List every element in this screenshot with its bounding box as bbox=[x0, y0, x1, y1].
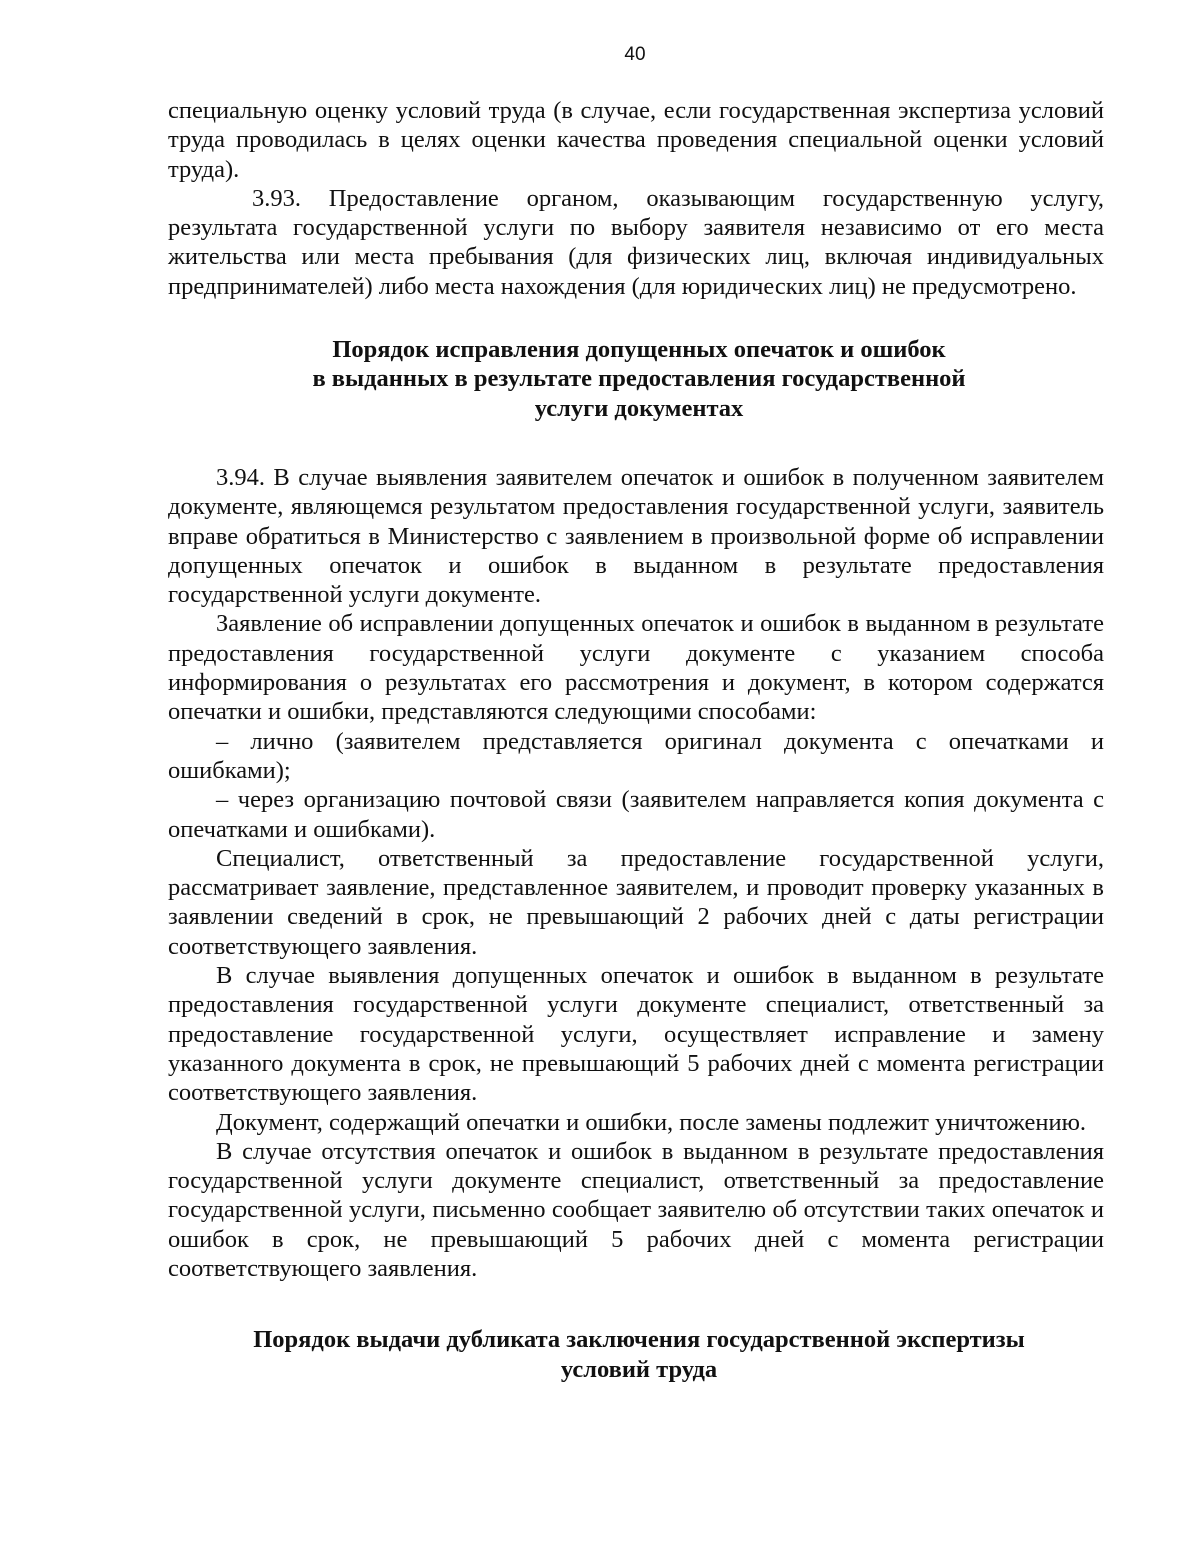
section-heading-corrections bbox=[168, 335, 1104, 423]
paragraph-destruction: Документ, содержащий опечатки и ошибки, после замены подлежит уничтожению. bbox=[216, 1108, 1087, 1136]
paragraph-continuation: специальную оценку условий труда (в случае, если государственная экспертиза условий труда проводилась в целях оценки качества проведения специальной оценки условий труда). bbox=[168, 97, 1104, 183]
heading-line: Порядок исправления допущенных опечаток и ошибок bbox=[332, 336, 946, 364]
paragraph-3-94: 3.94. В случае выявления заявителем опечаток и ошибок в полученном заявителем документе, являющемся результатом предоставления государственной услуги, заявитель вправе обратиться в Министерство с заявлением в произвольной форме об исправлении допущенных опечаток и ошибок в выданном в результате предоставления государственной услуги документе. bbox=[168, 463, 1104, 609]
list-item-in-person: – лично (заявителем представляется оригинал документа с опечатками и ошибками); bbox=[168, 727, 1104, 784]
paragraph-specialist-review: Специалист, ответственный за предоставление государственной услуги, рассматривает заявление, представленное заявителем, и проводит проверку указанных в заявлении сведений в срок, не превышающий 2 рабочих дней с даты регистрации соответствующего заявления. bbox=[168, 844, 1104, 960]
heading-line: условий труда bbox=[560, 1355, 718, 1383]
heading-line: в выданных в результате предоставления государственной bbox=[312, 365, 966, 393]
paragraph-3-93: 3.93. Предоставление органом, оказывающим государственную услугу, результата государственной услуги по выбору заявителя независимо от его места жительства или места пребывания (для физических лиц, включая индивидуальных предпринимателей) либо места нахождения (для юридических лиц) не предусмотрено. bbox=[168, 184, 1104, 300]
list-item-postal: – через организацию почтовой связи (заявителем направляется копия документа с опечатками и ошибками). bbox=[168, 786, 1104, 843]
document-body bbox=[168, 96, 1104, 1384]
paragraph-no-errors: В случае отсутствия опечаток и ошибок в выданном в результате предоставления государственной услуги документе специалист, ответственный за предоставление государственной услуги, письменно сообщает заявителю об отсутствии таких опечаток и ошибок в срок, не превышающий 5 рабочих дней с момента регистрации соответствующего заявления. bbox=[168, 1137, 1104, 1282]
page-number: 40 bbox=[624, 44, 646, 65]
heading-line: услуги документах bbox=[534, 394, 744, 422]
heading-line: Порядок выдачи дубликата заключения государственной экспертизы bbox=[253, 1326, 1025, 1354]
section-heading-duplicate bbox=[168, 1325, 1104, 1384]
paragraph-application: Заявление об исправлении допущенных опечаток и ошибок в выданном в результате предоставления государственной услуги документе с указанием способа информирования о результатах его рассмотрения и документ, в котором содержатся опечатки и ошибки, представляются следующими способами: bbox=[168, 610, 1104, 726]
paragraph-correction: В случае выявления допущенных опечаток и ошибок в выданном в результате предоставления государственной услуги документе специалист, ответственный за предоставление государственной услуги, осуществляет исправление и замену указанного документа в срок, не превышающий 5 рабочих дней с момента регистрации соответствующего заявления. bbox=[168, 962, 1104, 1107]
